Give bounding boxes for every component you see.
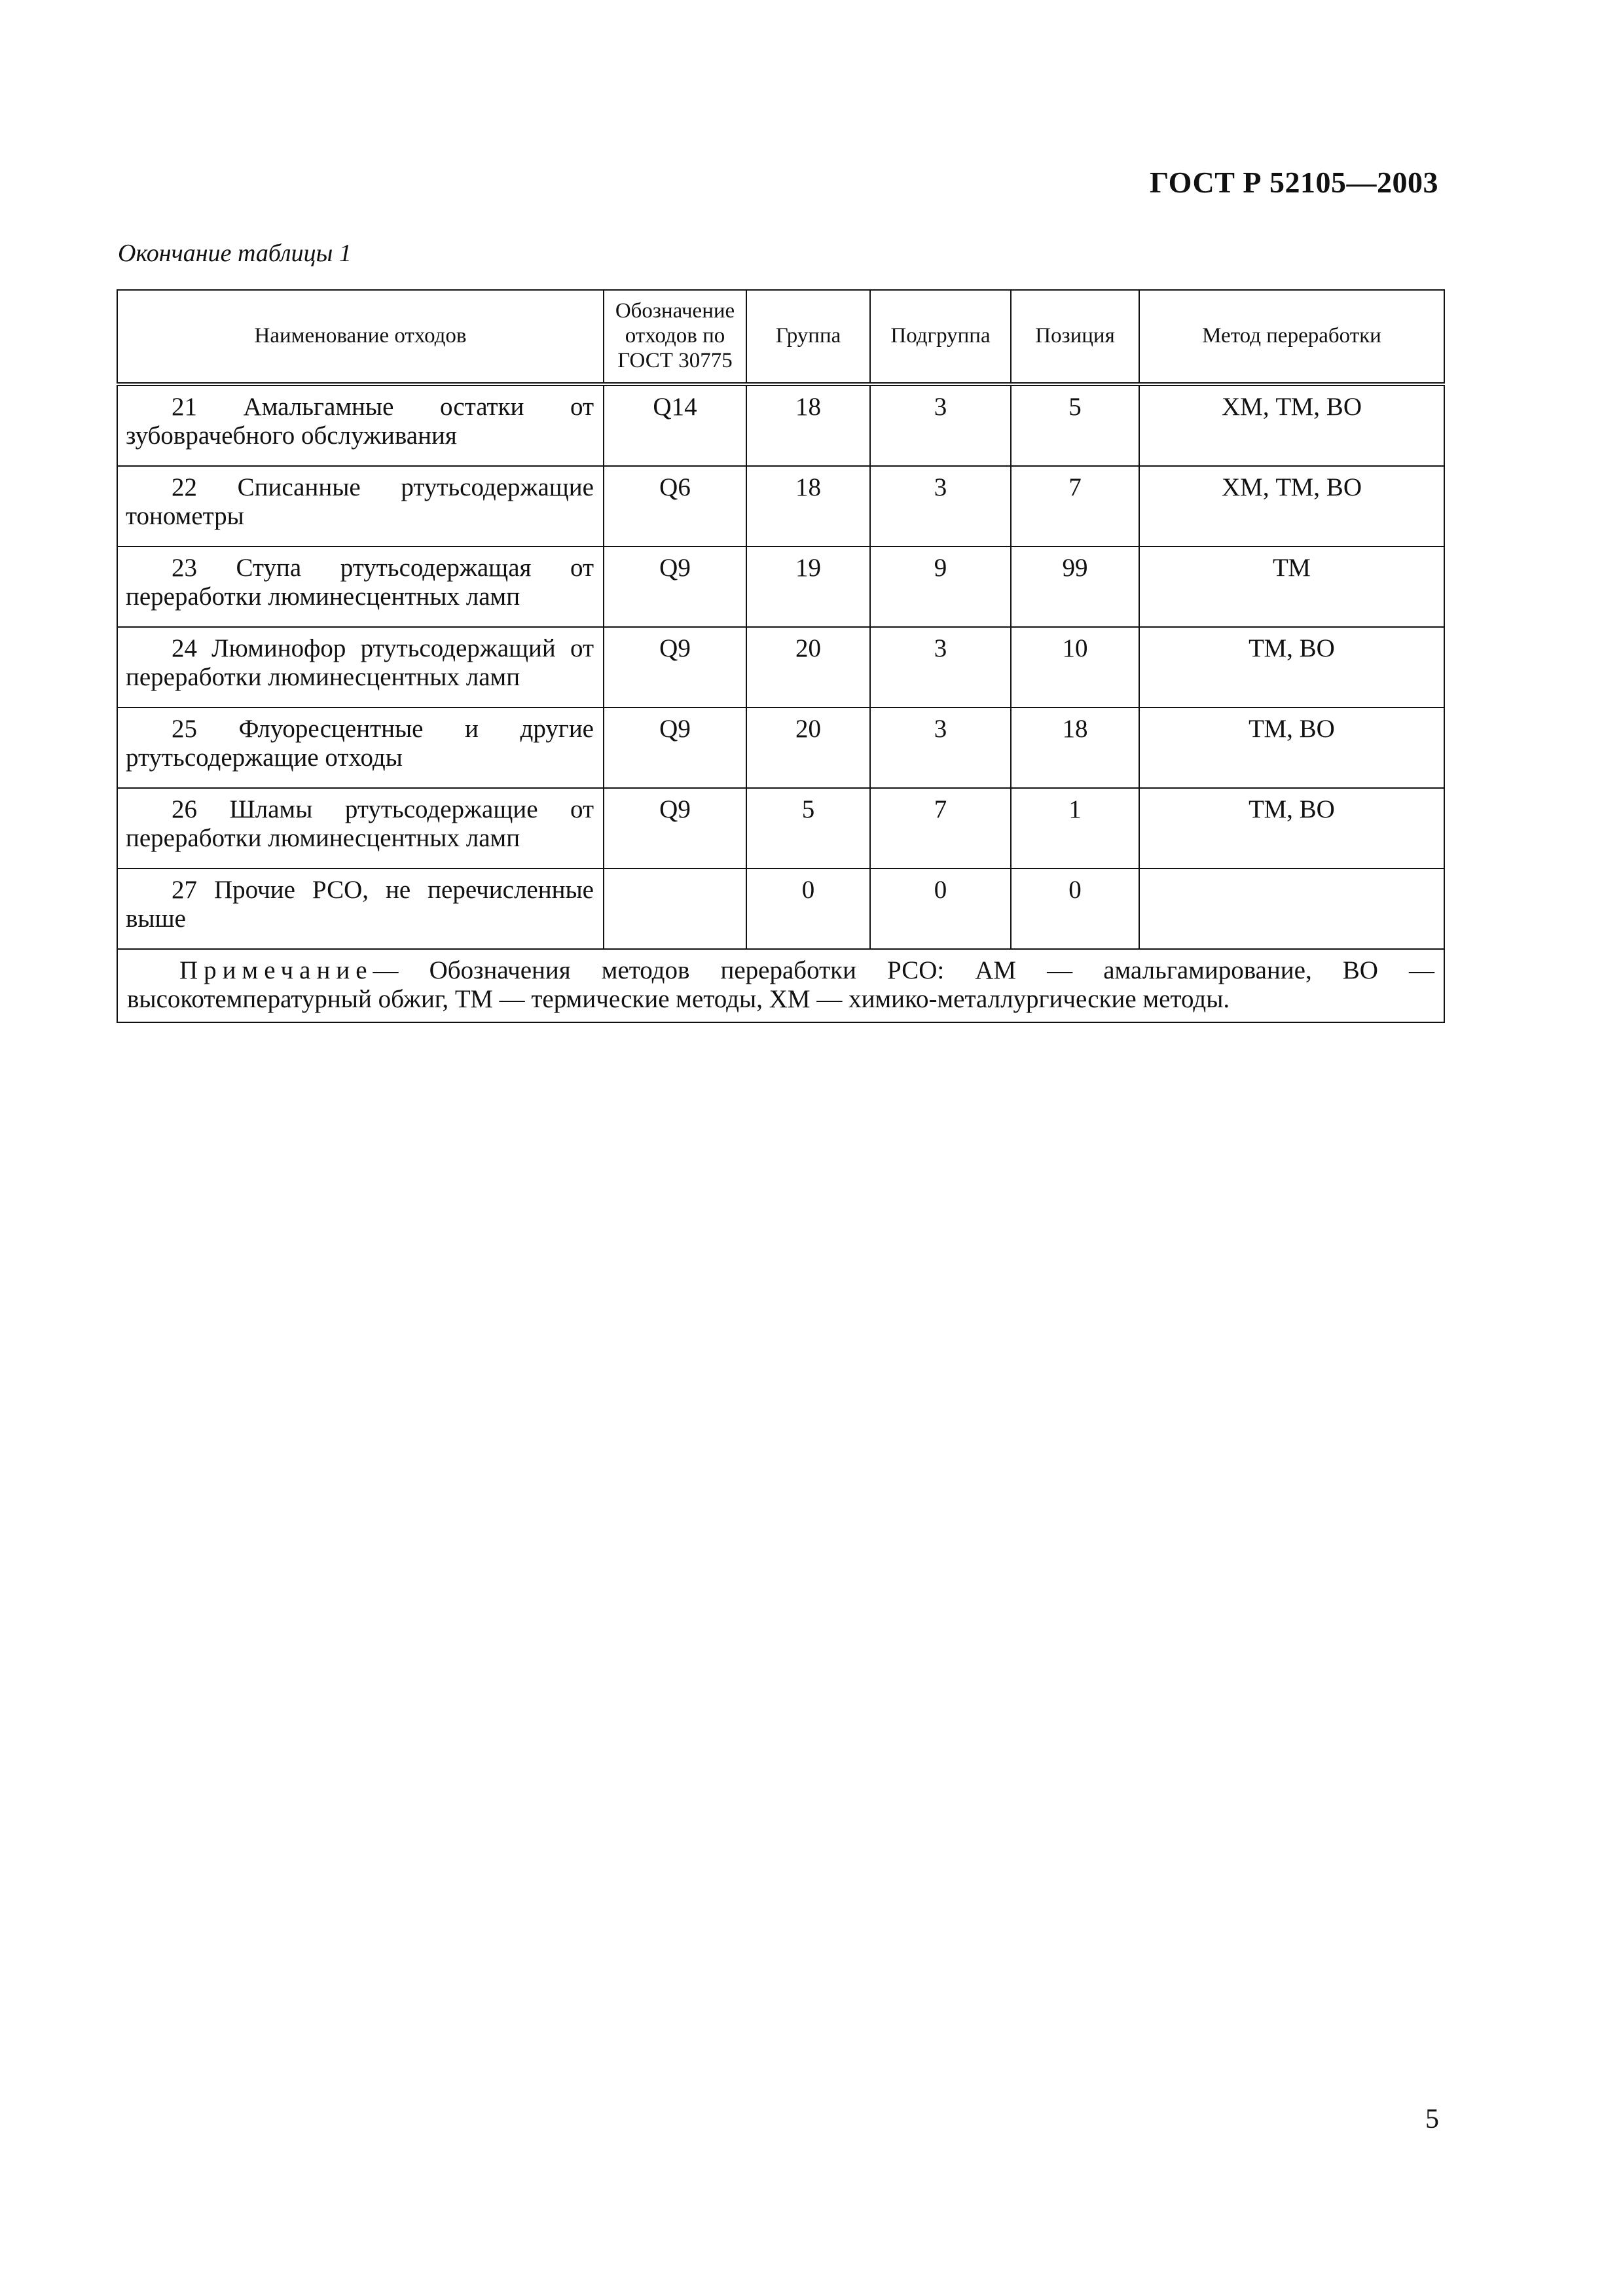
waste-name-cell: 21 Амальгамные остатки от зубоврачебного обслуживания	[117, 384, 604, 466]
subgroup-cell: 7	[870, 788, 1011, 869]
column-header-subgroup: Подгруппа	[870, 290, 1011, 384]
method-cell: ТМ, ВО	[1139, 788, 1444, 869]
table-note	[117, 949, 1444, 1022]
method-cell	[1139, 869, 1444, 949]
column-header-group: Группа	[746, 290, 870, 384]
table-row	[117, 466, 1444, 547]
table-row	[117, 869, 1444, 949]
subgroup-cell: 3	[870, 708, 1011, 788]
table-row	[117, 547, 1444, 627]
method-cell: ТМ	[1139, 547, 1444, 627]
waste-code-cell: Q9	[604, 788, 746, 869]
group-cell: 18	[746, 384, 870, 466]
waste-name-cell: 22 Списанные ртутьсодержащие тонометры	[117, 466, 604, 547]
group-cell: 20	[746, 708, 870, 788]
group-cell: 0	[746, 869, 870, 949]
position-cell: 5	[1011, 384, 1139, 466]
table-row	[117, 708, 1444, 788]
subgroup-cell: 3	[870, 466, 1011, 547]
subgroup-cell: 3	[870, 384, 1011, 466]
subgroup-cell: 0	[870, 869, 1011, 949]
table-row	[117, 384, 1444, 466]
table-note-row	[117, 949, 1444, 1022]
waste-code-cell: Q14	[604, 384, 746, 466]
position-cell: 18	[1011, 708, 1139, 788]
group-cell: 5	[746, 788, 870, 869]
table-row	[117, 627, 1444, 708]
note-text: — Обозначения методов переработки РСО: АМ — амальгамирование, ВО — высокотемпературный обжиг, ТМ — термические методы, ХМ — химико-металлургические методы.	[127, 956, 1434, 1014]
column-header-position: Позиция	[1011, 290, 1139, 384]
column-header-method: Метод переработки	[1139, 290, 1444, 384]
waste-name-cell: 26 Шламы ртутьсодержащие от переработки люминесцентных ламп	[117, 788, 604, 869]
waste-code-cell: Q6	[604, 466, 746, 547]
method-cell: ТМ, ВО	[1139, 627, 1444, 708]
method-cell: ХМ, ТМ, ВО	[1139, 384, 1444, 466]
waste-name-cell: 23 Ступа ртутьсодержащая от переработки люминесцентных ламп	[117, 547, 604, 627]
group-cell: 20	[746, 627, 870, 708]
table-caption: Окончание таблицы 1	[118, 240, 352, 267]
note-label: Примечание	[179, 956, 373, 984]
method-cell: ТМ, ВО	[1139, 708, 1444, 788]
subgroup-cell: 9	[870, 547, 1011, 627]
method-cell: ХМ, ТМ, ВО	[1139, 466, 1444, 547]
page-number: 5	[1425, 2104, 1439, 2134]
subgroup-cell: 3	[870, 627, 1011, 708]
position-cell: 1	[1011, 788, 1139, 869]
column-header-name: Наименование отходов	[117, 290, 604, 384]
waste-code-cell	[604, 869, 746, 949]
waste-name-cell: 25 Флуоресцентные и другие ртутьсодержащие отходы	[117, 708, 604, 788]
waste-code-cell: Q9	[604, 708, 746, 788]
table-header-row	[117, 290, 1444, 384]
position-cell: 7	[1011, 466, 1139, 547]
waste-code-cell: Q9	[604, 547, 746, 627]
document-code: ГОСТ Р 52105—2003	[1150, 166, 1438, 199]
position-cell: 0	[1011, 869, 1139, 949]
position-cell: 10	[1011, 627, 1139, 708]
waste-name-cell: 24 Люминофор ртутьсодержащий от переработки люминесцентных ламп	[117, 627, 604, 708]
column-header-code: Обозначение отходов по ГОСТ 30775	[604, 290, 746, 384]
group-cell: 18	[746, 466, 870, 547]
waste-code-cell: Q9	[604, 627, 746, 708]
waste-name-cell: 27 Прочие РСО, не перечисленные выше	[117, 869, 604, 949]
waste-table	[117, 289, 1445, 1023]
table-row	[117, 788, 1444, 869]
position-cell: 99	[1011, 547, 1139, 627]
group-cell: 19	[746, 547, 870, 627]
